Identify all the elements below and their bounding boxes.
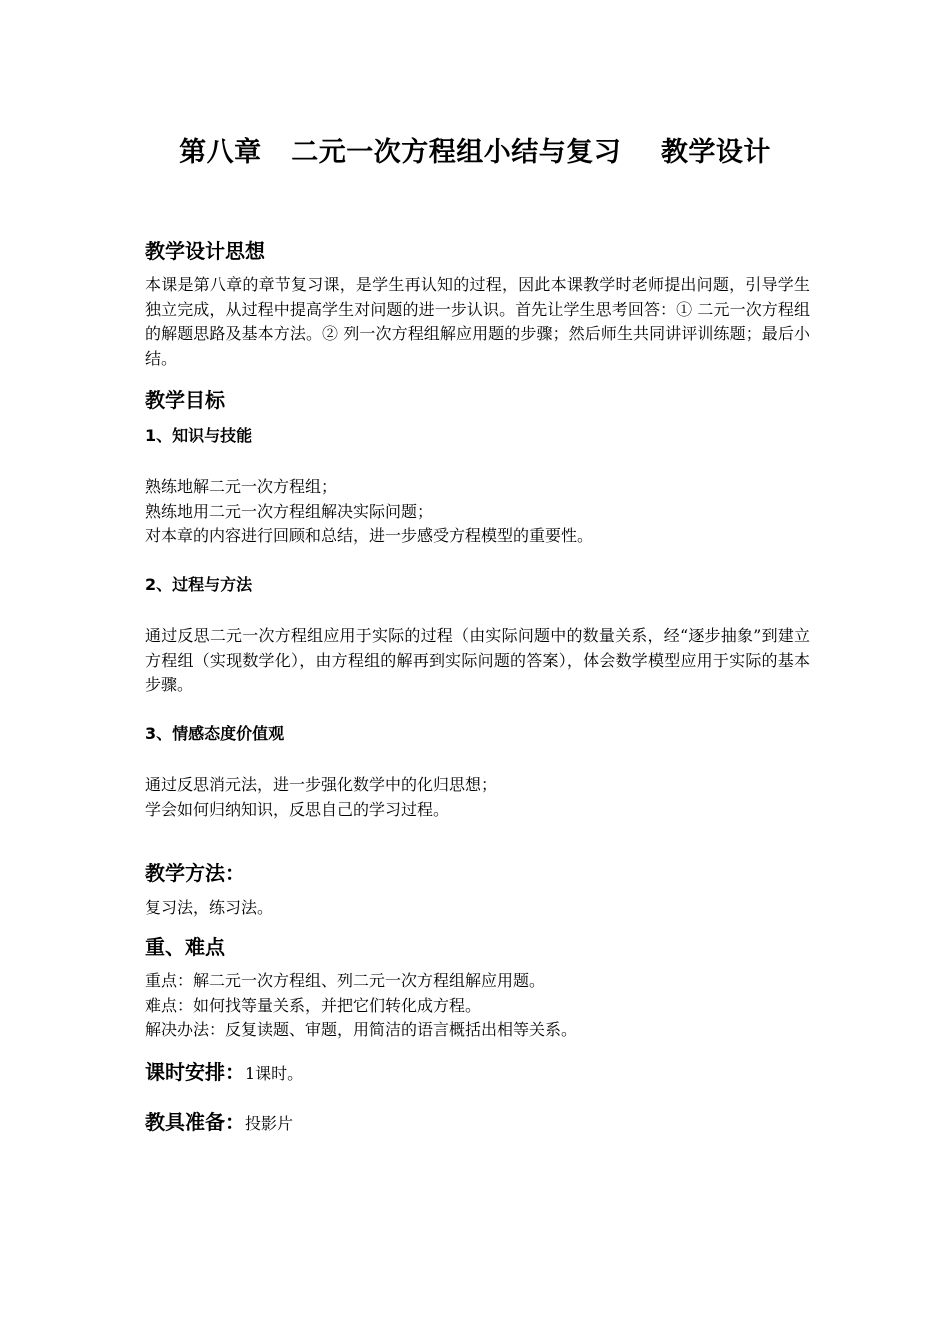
emotion-subsection	[145, 722, 810, 746]
key-point-item: 重点：解二元一次方程组、列二元一次方程组解应用题。	[145, 971, 546, 990]
schedule-row	[145, 1057, 810, 1089]
knowledge-item: 熟练地用二元一次方程组解决实际问题；	[145, 501, 434, 521]
design-thought-heading: 教学设计思想	[145, 239, 265, 263]
schedule-label: 课时安排：	[145, 1060, 245, 1084]
emotion-heading: 3、情感态度价值观	[145, 724, 285, 743]
key-points-section	[145, 932, 810, 1043]
materials-value: 投影片	[245, 1114, 294, 1133]
objectives-heading: 教学目标	[145, 388, 225, 412]
document-title: 第八章 二元一次方程组小结与复习 教学设计	[179, 137, 771, 168]
process-heading: 2、过程与方法	[145, 575, 253, 594]
process-body-block	[145, 624, 810, 698]
process-subsection	[145, 573, 810, 597]
design-thought-section	[145, 236, 810, 371]
key-points-heading: 重、难点	[145, 935, 225, 959]
knowledge-subsection	[145, 424, 810, 448]
knowledge-list	[145, 475, 810, 549]
knowledge-item: 熟练地解二元一次方程组；	[145, 477, 338, 496]
methods-body: 复习法，练习法。	[145, 898, 274, 917]
key-points-list	[145, 969, 810, 1043]
design-thought-body: 本课是第八章的章节复习课，是学生再认知的过程，因此本课教学时老师提出问题，引导学生独立完成，从过程中提高学生对问题的进一步认识。首先让学生思考回答：① 二元一次方程组的解题思路及基本方法。② 列一次方程组解应用题的步骤；然后师生共同讲评训练题；最后小结。	[145, 275, 810, 368]
schedule-value: 1课时。	[245, 1064, 304, 1083]
process-body: 通过反思二元一次方程组应用于实际的过程（由实际问题中的数量关系，经“逐步抽象”到建立方程组（实现数学化），由方程组的解再到实际问题的答案），体会数学模型应用于实际的基本步骤。	[145, 626, 810, 694]
methods-heading: 教学方法：	[145, 861, 245, 885]
knowledge-item: 对本章的内容进行回顾和总结，进一步感受方程模型的重要性。	[145, 526, 594, 545]
objectives-section	[145, 385, 810, 415]
emotion-item: 学会如何归纳知识，反思自己的学习过程。	[145, 799, 450, 819]
knowledge-heading: 1、知识与技能	[145, 426, 253, 445]
materials-label: 教具准备：	[145, 1110, 245, 1134]
key-point-item: 解决办法：反复读题、审题，用简洁的语言概括出相等关系。	[145, 1020, 578, 1039]
materials-row	[145, 1107, 810, 1139]
emotion-list	[145, 773, 810, 822]
key-point-item: 难点：如何找等量关系，并把它们转化成方程。	[145, 995, 482, 1015]
methods-section	[145, 858, 810, 921]
emotion-item: 通过反思消元法，进一步强化数学中的化归思想；	[145, 775, 498, 794]
